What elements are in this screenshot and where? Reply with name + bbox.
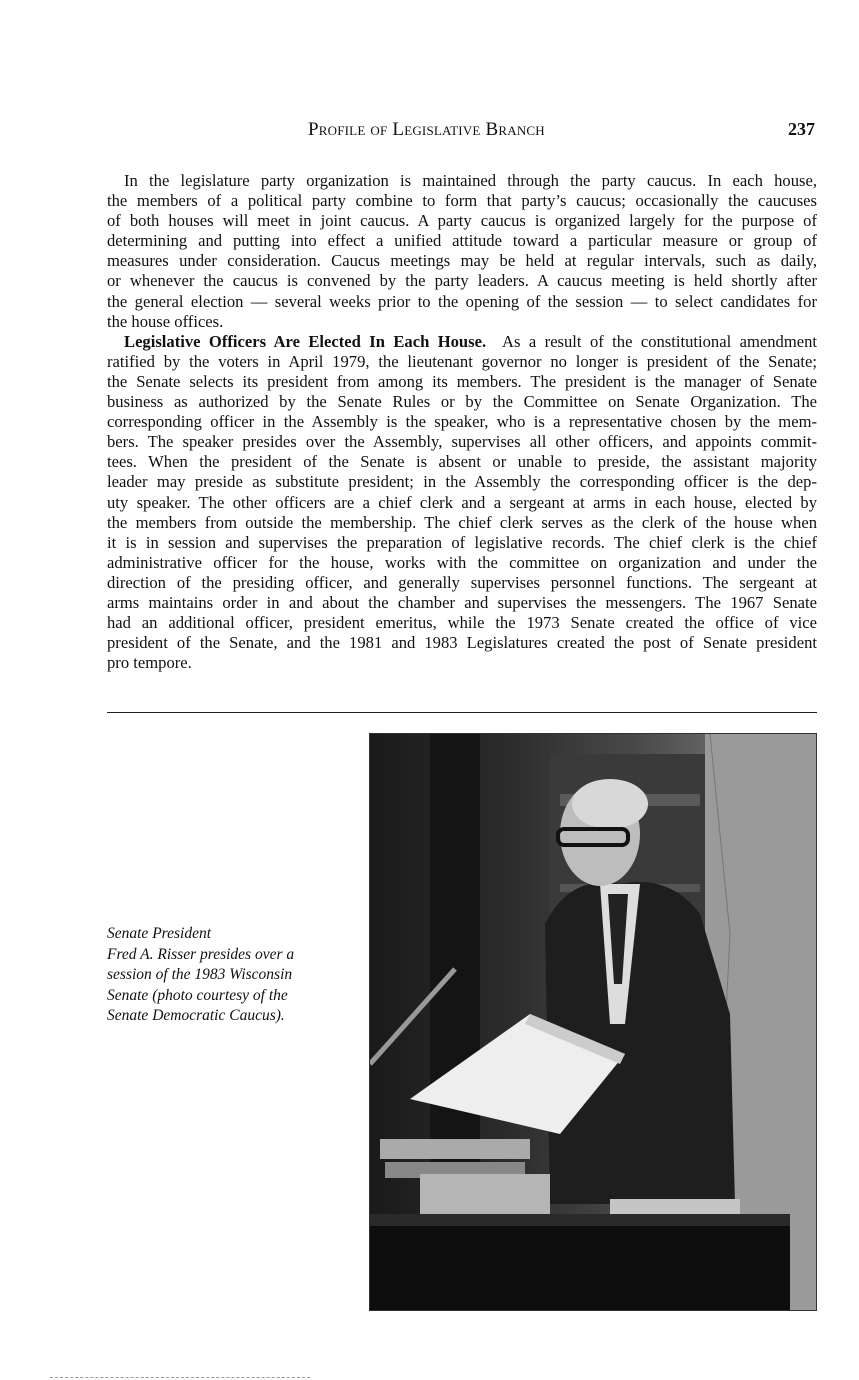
- paragraph-legislative-officers: [107, 332, 817, 674]
- text-line: administrative officer for the house, works with the committee on organization and under the: [107, 552, 817, 572]
- caption-line: Fred A. Risser presides over a: [107, 945, 295, 963]
- text-line: direction of the presiding officer, and generally supervises personnel functions. The sergeant at: [107, 572, 817, 592]
- text-line: pro tempore.: [107, 653, 192, 673]
- running-header: [0, 119, 859, 143]
- page-number: 237: [788, 119, 815, 139]
- text-line: leader may preside as substitute president; in the Assembly the corresponding officer is the dep-: [107, 472, 817, 492]
- text-line: the house offices.: [107, 311, 224, 331]
- horizontal-rule: [107, 712, 817, 713]
- body-text: [107, 171, 817, 673]
- text-line: or whenever the caucus is convened by the party leaders. A caucus meeting is held shortly after: [107, 271, 817, 291]
- text-line: tees. When the president of the Senate is absent or unable to preside, the assistant majority: [107, 452, 817, 472]
- section-run-in-heading: Legislative Officers Are Elected In Each House.: [124, 331, 487, 351]
- text-line: [107, 332, 817, 352]
- text-line: the members from outside the membership. The chief clerk serves as the clerk of the house when: [107, 512, 817, 532]
- text-line: of both houses will meet in joint caucus. A party caucus is organized largely for the purpose of: [107, 211, 817, 231]
- text-line: president of the Senate, and the 1981 and 1983 Legislatures created the post of Senate president: [107, 633, 817, 653]
- running-title: Profile of Legislative Branch: [308, 119, 545, 140]
- text-run: As a result of the constitutional amendment: [502, 331, 817, 351]
- text-line: the general election — several weeks prior to the opening of the session — to select candidates for: [107, 291, 817, 311]
- caption-line: Senate (photo courtesy of the: [107, 986, 288, 1004]
- text-line: determining and putting into effect a unified attitude toward a particular measure or group of: [107, 231, 817, 251]
- caption-line: Senate Democratic Caucus).: [107, 1007, 285, 1024]
- scan-artifact-dashes: [50, 1377, 310, 1379]
- text-line: uty speaker. The other officers are a chief clerk and a sergeant at arms in each house, elected by: [107, 492, 817, 512]
- caption-line: session of the 1983 Wisconsin: [107, 966, 293, 983]
- text-line: In the legislature party organization is maintained through the party caucus. In each house,: [124, 171, 817, 190]
- text-line: the Senate selects its president from among its members. The president is the manager of Senate: [107, 371, 817, 391]
- text-line: the members of a political party combine to form that party’s caucus; occasionally the caucuses: [107, 191, 817, 211]
- paragraph-party-caucus: [107, 171, 817, 332]
- text-line: arms maintains order in and about the chamber and supervises the messengers. The 1967 Senate: [107, 592, 817, 612]
- photo-caption: [107, 924, 347, 1027]
- text-line: it is in session and supervises the preparation of legislative records. The chief clerk is the chief: [107, 532, 817, 552]
- text-line: measures under consideration. Caucus meetings may be held at regular intervals, such as daily,: [107, 251, 817, 271]
- text-line: business as authorized by the Senate Rules or by the Committee on Senate Organization. The: [107, 392, 817, 412]
- text-line: ratified by the voters in April 1979, the lieutenant governor no longer is president of the Senate;: [107, 351, 817, 371]
- caption-line: Senate President: [107, 925, 212, 942]
- text-line: corresponding officer in the Assembly is the speaker, who is a representative chosen by the mem-: [107, 412, 817, 432]
- text-line: bers. The speaker presides over the Assembly, supervises all other officers, and appoints commit-: [107, 432, 817, 452]
- photo-senate-president: [369, 733, 817, 1311]
- text-line: had an additional officer, president emeritus, while the 1973 Senate created the office of vice: [107, 613, 817, 633]
